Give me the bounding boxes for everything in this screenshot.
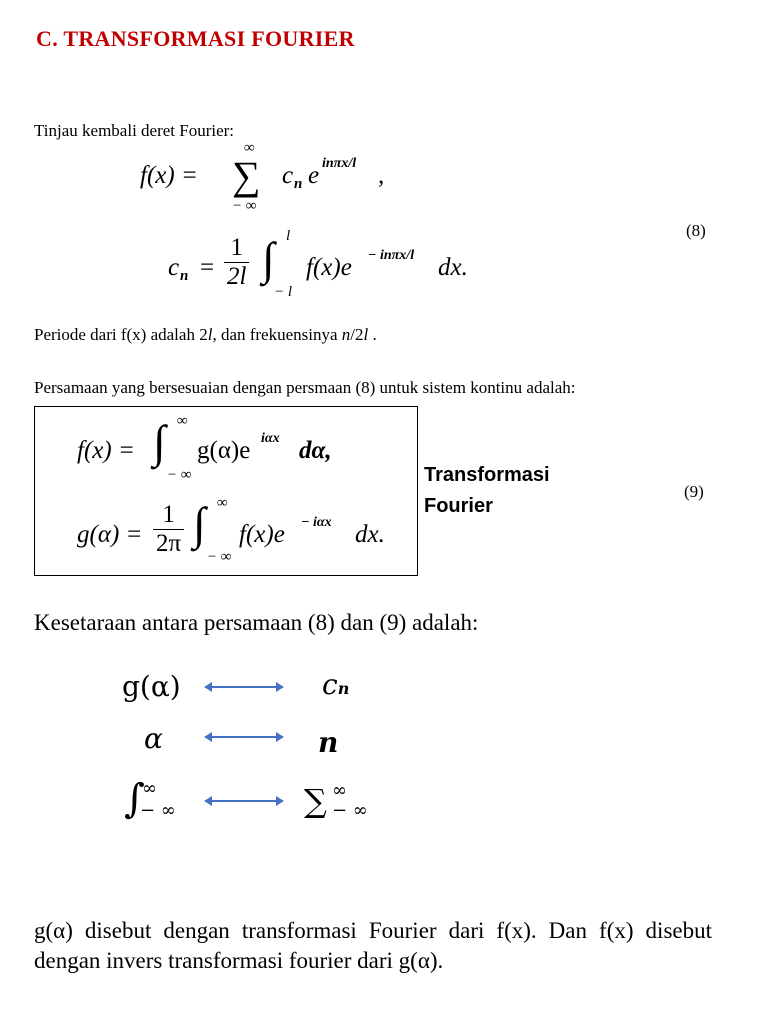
- eq8-cn: c: [168, 254, 180, 281]
- eq8-line1-lhs: f(x) =: [140, 162, 198, 189]
- eq9-line1: [77, 413, 407, 489]
- eq9-line2-lower: − ∞: [207, 549, 232, 565]
- eq9-line2-exp: − iαx: [301, 515, 332, 530]
- eq9-line2-tail: dx.: [355, 521, 385, 548]
- corr-left-upper: ∞: [142, 778, 157, 799]
- eq9-line2-lhs: g(α) =: [77, 521, 143, 548]
- conclusion-text: g(α) disebut dengan transformasi Fourier dari f(x). Dan f(x) disebut dengan invers transformasi fourier dari g(α).: [34, 918, 712, 973]
- eq9-line1-lower: − ∞: [167, 467, 192, 483]
- eq8-body-exp: − inπx/l: [368, 248, 415, 263]
- eq9-line2: [77, 493, 417, 573]
- eq8-number: (8): [686, 221, 706, 240]
- eq8-exp: inπx/l: [322, 156, 357, 171]
- eq9-box: [34, 406, 418, 576]
- eq9-frac-den: 2π: [156, 530, 182, 557]
- corr-left-integral: [124, 776, 194, 826]
- eq8-exp-base: e: [308, 162, 320, 189]
- eq9-line1-lhs: f(x) =: [77, 437, 135, 464]
- corr-left-alpha: α: [144, 722, 163, 755]
- period-mid: , dan frekuensinya: [212, 325, 342, 344]
- eq8-line1: [140, 140, 440, 220]
- eq8-term-sub: n: [294, 176, 303, 192]
- eq8-int-lower: − l: [274, 284, 293, 300]
- corr-right-c: c: [322, 668, 338, 701]
- intro-text: Tinjau kembali deret Fourier:: [34, 121, 235, 140]
- corr-right-n-sub: n: [337, 679, 350, 698]
- corr-left-g-alpha: g(α): [122, 670, 181, 703]
- corr-right-cn: [322, 668, 349, 701]
- double-arrow-icon: [204, 730, 284, 744]
- eq9-line1-upper: ∞: [177, 413, 188, 429]
- corr-right-lower: − ∞: [332, 800, 368, 821]
- eq9-line2-upper: ∞: [217, 495, 228, 511]
- double-arrow-icon: [204, 794, 284, 808]
- eq8-tail2: dx.: [438, 254, 468, 281]
- sigma-symbol: ∑: [232, 153, 261, 198]
- eq8-cn-sub: n: [180, 268, 189, 284]
- corr-right-sum: [304, 780, 384, 830]
- integral-symbol: ∫: [124, 776, 145, 822]
- corr-right-upper: ∞: [332, 780, 347, 801]
- persamaan-text: Persamaan yang bersesuaian dengan persmaan (8) untuk sistem kontinu adalah:: [34, 378, 576, 397]
- eq9-line2-body: f(x)e: [239, 521, 285, 548]
- corr-right-n: n: [318, 726, 339, 759]
- eq8-sum-upper: ∞: [244, 140, 255, 156]
- transform-label-line1: Transformasi: [424, 464, 550, 486]
- sigma-symbol: ∑: [304, 782, 327, 820]
- equivalence-intro: Kesetaraan antara persamaan (8) dan (9) adalah:: [34, 610, 479, 635]
- transform-label-line2: Fourier: [424, 495, 493, 517]
- integral-symbol: ∫: [262, 233, 275, 284]
- eq9-frac-num: 1: [153, 501, 184, 530]
- period-text: [34, 325, 377, 345]
- eq8-frac-num: 1: [224, 234, 249, 263]
- eq9-fraction: [153, 501, 184, 558]
- section-heading: C. TRANSFORMASI FOURIER: [36, 26, 355, 51]
- eq9-line1-tail: dα,: [299, 437, 332, 464]
- period-end: .: [368, 325, 377, 344]
- period-slash: /2: [350, 325, 364, 344]
- eq8-body: f(x)e: [306, 254, 352, 281]
- eq8-fraction: [224, 234, 249, 291]
- eq8-int-upper: l: [286, 228, 291, 244]
- eq8-line2: [168, 226, 488, 306]
- eq9-line1-exp: iαx: [261, 431, 280, 446]
- eq8-sum-lower: − ∞: [232, 198, 257, 214]
- eq8-frac-den: 2l: [227, 263, 247, 290]
- eq8-term: c: [282, 162, 294, 189]
- eq9-number: (9): [684, 482, 704, 501]
- period-n: n: [341, 325, 351, 344]
- eq8-tail: ,: [378, 162, 385, 189]
- eq9-line1-body: g(α)e: [197, 437, 251, 464]
- period-prefix: Periode dari f(x) adalah 2: [34, 325, 208, 344]
- period-l1: l: [207, 325, 213, 344]
- integral-symbol: ∫: [153, 416, 166, 467]
- corr-left-lower: − ∞: [140, 800, 176, 821]
- period-l2: l: [363, 325, 369, 344]
- integral-symbol: ∫: [193, 498, 206, 549]
- double-arrow-icon: [204, 680, 284, 694]
- eq8-equals: =: [200, 254, 215, 281]
- transform-label: [424, 460, 550, 522]
